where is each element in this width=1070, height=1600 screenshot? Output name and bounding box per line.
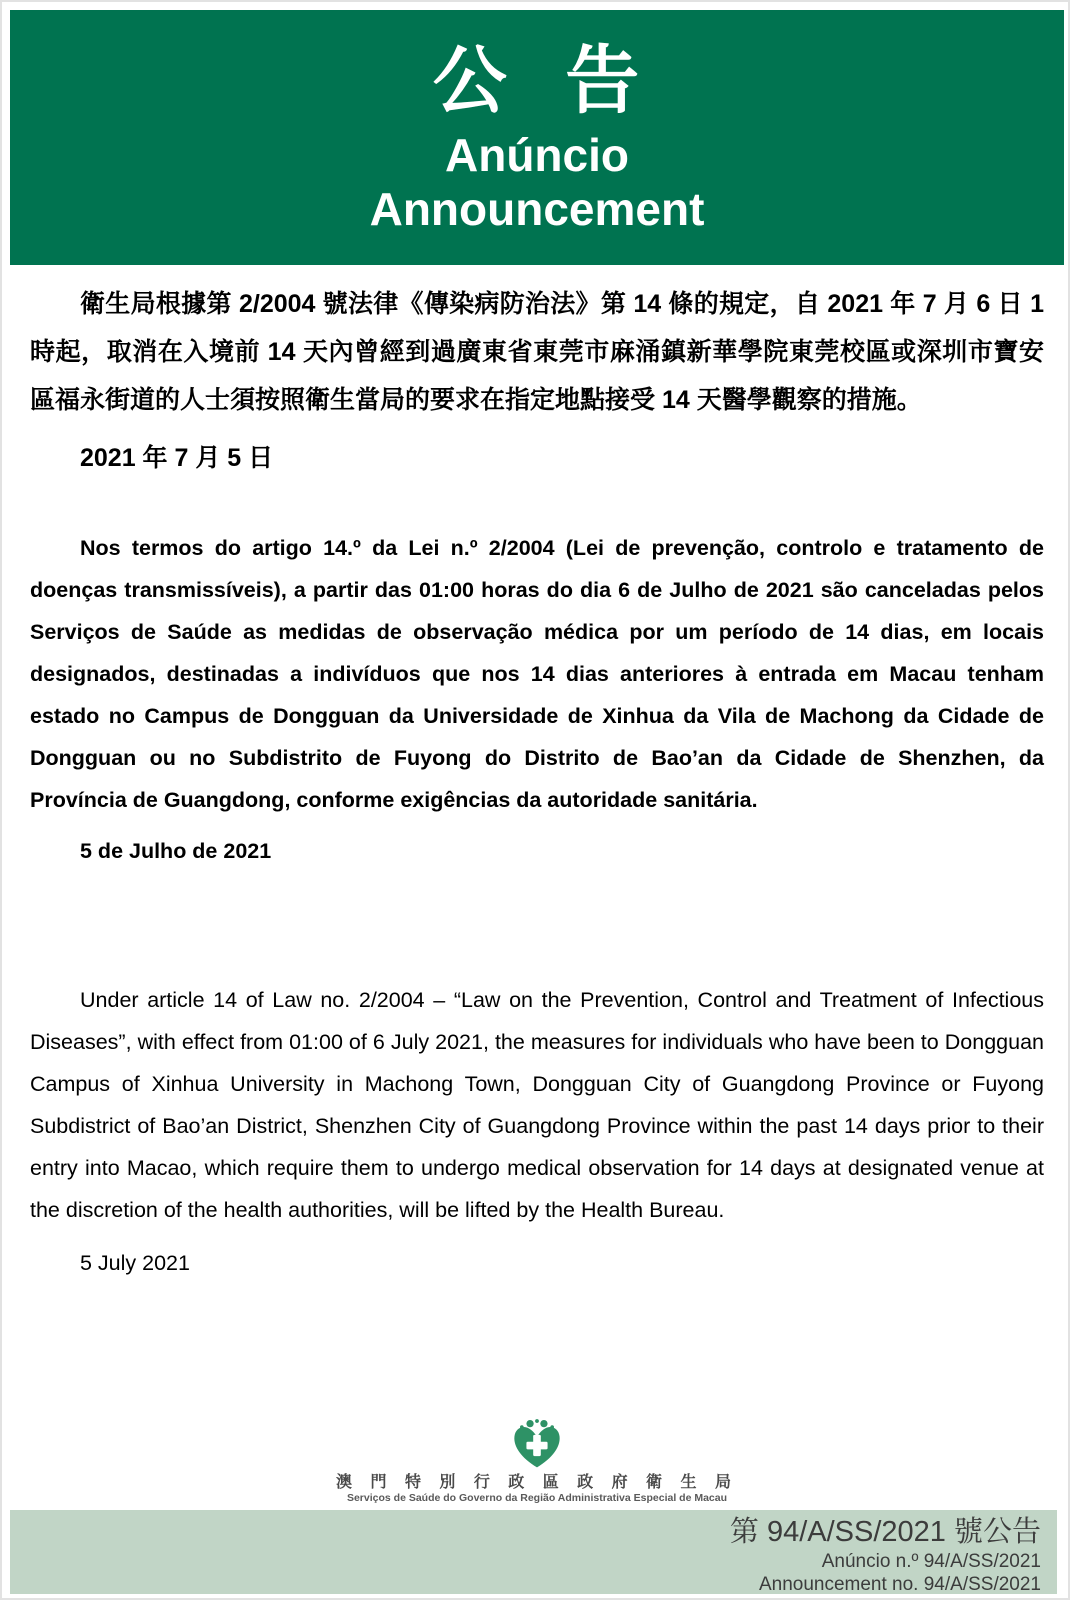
announcement-number-strip: [10, 1510, 1057, 1594]
english-section: [30, 979, 1044, 1276]
health-bureau-logo-icon: [509, 1418, 565, 1470]
announcement-number-chinese: 第 94/A/SS/2021 號公告: [729, 1516, 1041, 1548]
header-title-english: Announcement: [369, 183, 705, 235]
health-bureau-signature: [2, 1418, 1070, 1505]
announcement-number-english: Announcement no. 94/A/SS/2021: [758, 1574, 1041, 1595]
header-title-chinese: 公 告: [432, 39, 642, 122]
announcement-number-portuguese: Anúncio n.º 94/A/SS/2021: [821, 1551, 1041, 1572]
agency-name-chinese: 澳 門 特 別 行 政 區 政 府 衛 生 局: [336, 1474, 738, 1491]
chinese-paragraph: 衛生局根據第 2/2004 號法律《傳染病防治法》第 14 條的規定，自 2021 年 7 月 6 日 1 時起，取消在入境前 14 天內曾經到過廣東省東莞市麻涌鎮新華學院東莞校區或深圳市寶安區福永街道的人士須按照衛生當局的要求在指定地點接受 14 天醫學觀察的措施。: [30, 290, 1044, 414]
chinese-section: [30, 280, 1044, 474]
english-date: 5 July 2021: [80, 1251, 190, 1275]
portuguese-section: [30, 527, 1044, 864]
agency-name-portuguese: Serviços de Saúde do Governo da Região Administrativa Especial de Macau: [346, 1492, 728, 1504]
header-title-portuguese: Anúncio: [445, 129, 629, 181]
announcement-header-banner: [10, 10, 1064, 265]
portuguese-date: 5 de Julho de 2021: [80, 839, 272, 863]
chinese-date: 2021 年 7 月 5 日: [80, 444, 274, 472]
portuguese-paragraph: Nos termos do artigo 14.º da Lei n.º 2/2004 (Lei de prevenção, controlo e tratamento de doenças transmissíveis), a partir das 01:00 horas do dia 6 de Julho de 2021 são canceladas pelos Serviços de Saúde as medidas de observação médica por um período de 14 dias, em locais designados, destinadas a indivíduos que nos 14 dias anteriores à entrada em Macau tenham estado no Campus de Dongguan da Universidade de Xinhua da Vila de Machong da Cidade de Dongguan ou no Subdistrito de Fuyong do Distrito de Bao’an da Cidade de Shenzhen, da Província de Guangdong, conforme exigências da autoridade sanitária.: [30, 536, 1044, 812]
english-paragraph: Under article 14 of Law no. 2/2004 – “Law on the Prevention, Control and Treatment of Infectious Diseases”, with effect from 01:00 of 6 July 2021, the measures for individuals who have been to Dongguan Campus of Xinhua University in Machong Town, Dongguan City of Guangdong Province or Fuyong Subdistrict of Bao’an District, Shenzhen City of Guangdong Province within the past 14 days prior to their entry into Macao, which require them to undergo medical observation for 14 days at designated venue at the discretion of the health authorities, will be lifted by the Health Bureau.: [30, 988, 1044, 1222]
